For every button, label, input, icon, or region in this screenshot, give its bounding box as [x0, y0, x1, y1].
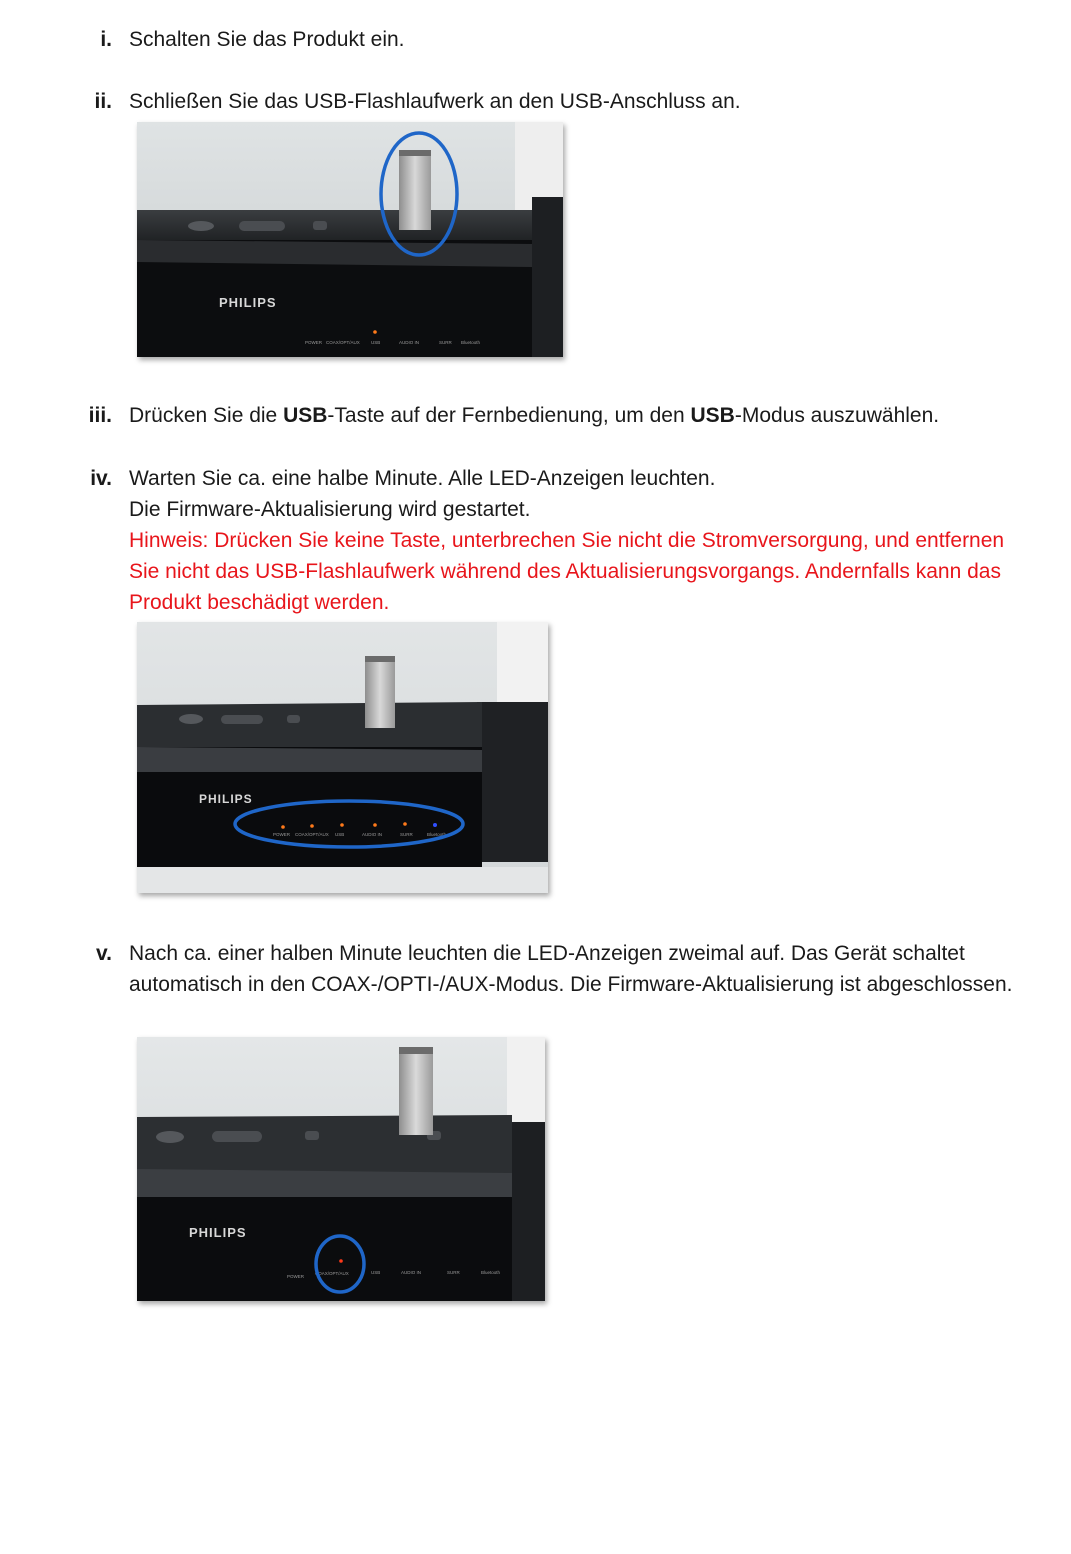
- step-text: Schalten Sie das Produkt ein.: [129, 28, 405, 51]
- svg-text:COAX/OPT/AUX: COAX/OPT/AUX: [295, 832, 329, 837]
- svg-text:PHILIPS: PHILIPS: [199, 792, 253, 806]
- step-line: Die Firmware-Aktualisierung wird gestartet.: [129, 498, 531, 521]
- step-text: [129, 400, 1049, 431]
- step-text: [129, 463, 1049, 618]
- step-number: iii.: [88, 404, 112, 427]
- step-text: Nach ca. einer halben Minute leuchten die LED-Anzeigen zweimal auf. Das Gerät schaltet automatisch in den COAX-/OPTI-/AUX-Modus. Die Firmware-Aktualisierung ist abgeschlossen.: [129, 942, 1013, 996]
- svg-text:AUDIO IN: AUDIO IN: [399, 340, 420, 345]
- step-number: v.: [96, 942, 112, 965]
- step-number: i.: [100, 28, 112, 51]
- svg-text:SURR: SURR: [400, 832, 413, 837]
- photo-coax-mode: [137, 1037, 545, 1301]
- text-segment: -Taste auf der Fernbedienung, um den: [327, 404, 691, 427]
- svg-text:POWER: POWER: [273, 832, 291, 837]
- step-line: Warten Sie ca. eine halbe Minute. Alle LED-Anzeigen leuchten.: [129, 467, 716, 490]
- photo-usb-plugged: [137, 122, 563, 357]
- step-number: ii.: [94, 90, 112, 113]
- warning-note: Hinweis: Drücken Sie keine Taste, unterbrechen Sie nicht die Stromversorgung, und entfernen Sie nicht das USB-Flashlaufwerk während des Aktualisierungsvorgangs. Andernfalls kann das Produkt beschädigt werden.: [129, 529, 1005, 614]
- svg-text:COAX/OPT/AUX: COAX/OPT/AUX: [315, 1271, 349, 1276]
- text-segment: -Modus auszuwählen.: [734, 404, 940, 427]
- step-number: iv.: [90, 467, 112, 490]
- svg-text:USB: USB: [335, 832, 345, 837]
- svg-text:SURR: SURR: [439, 340, 452, 345]
- svg-text:USB: USB: [371, 340, 381, 345]
- svg-text:AUDIO IN: AUDIO IN: [362, 832, 383, 837]
- svg-text:Bluetooth: Bluetooth: [481, 1270, 501, 1275]
- svg-text:Bluetooth: Bluetooth: [461, 340, 481, 345]
- usb-bold: USB: [690, 404, 735, 427]
- svg-text:SURR: SURR: [447, 1270, 460, 1275]
- svg-text:POWER: POWER: [305, 340, 323, 345]
- svg-text:POWER: POWER: [287, 1274, 305, 1279]
- svg-text:PHILIPS: PHILIPS: [189, 1225, 247, 1240]
- text-segment: Drücken Sie die: [129, 404, 284, 427]
- step-text: Schließen Sie das USB-Flashlaufwerk an den USB-Anschluss an.: [129, 90, 741, 113]
- svg-text:USB: USB: [371, 1270, 381, 1275]
- svg-text:AUDIO IN: AUDIO IN: [401, 1270, 422, 1275]
- usb-bold: USB: [283, 404, 328, 427]
- svg-text:COAX/OPT/AUX: COAX/OPT/AUX: [326, 340, 360, 345]
- photo-leds-on: [137, 622, 548, 893]
- svg-text:PHILIPS: PHILIPS: [219, 295, 277, 310]
- svg-text:Bluetooth: Bluetooth: [427, 832, 447, 837]
